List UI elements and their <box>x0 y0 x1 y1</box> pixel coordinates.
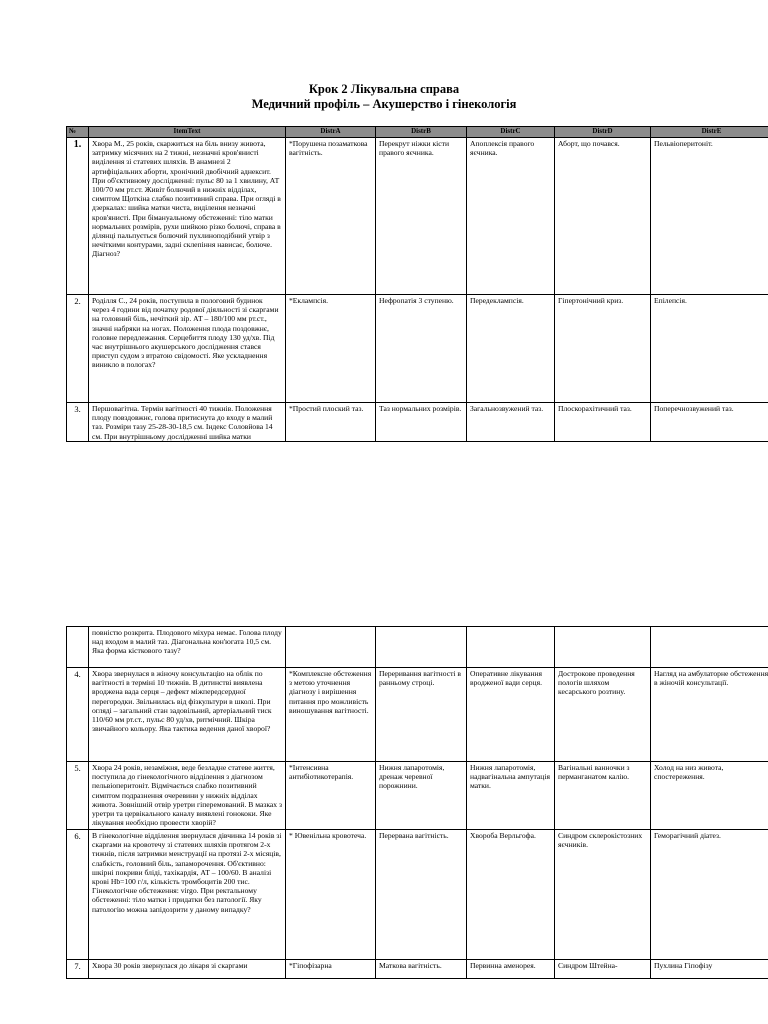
distr-d <box>555 627 651 668</box>
table-row <box>67 668 768 762</box>
table-row <box>67 295 768 403</box>
table-row <box>67 762 768 830</box>
row-number: 5. <box>67 762 89 830</box>
distr-c: Оперативне лікування вродженої вади серця. <box>467 668 555 762</box>
document-subtitle: Медичний профіль – Акушерство і гінекологія <box>251 97 517 111</box>
table-header-row <box>67 127 768 138</box>
distr-c: Первинна аменорея. <box>467 960 555 979</box>
header-item-text: ItemText <box>89 127 286 138</box>
distr-d: Аборт, що почався. <box>555 138 651 295</box>
table-row <box>67 830 768 960</box>
distr-a: *Інтенсивна антибіотикотерапія. <box>286 762 376 830</box>
distr-d: Плоскорахітичний таз. <box>555 403 651 442</box>
distr-c: Загальнозвужений таз. <box>467 403 555 442</box>
row-number: 2. <box>67 295 89 403</box>
header-distr-d: DistrD <box>555 127 651 138</box>
distr-b: Таз нормальних розмірів. <box>376 403 467 442</box>
item-text: Хвора звернулася в жіночу консультацію на облік по вагітності в терміні 10 тижнів. В дитинстві виявлена вроджена вада серця – дефект міжпередсердної перегородки. Звільнилась від фізкультури в школі. При огляді – загальний стан задовільний, артеріальний тиск 110/60 мм рт.ст., пульс 80 уд/хв, ритмічний. Шкіра звичайного кольору. Яка тактика ведення даної хворої? <box>89 668 286 762</box>
item-text: Хвора М., 25 років, скаржиться на біль внизу живота, затримку місячних на 2 тижні, незначні кров'янисті виділення зі статевих шляхів. В анамнезі 2 артифіціальних аборти, хронічний двобічний аднексит. При об'єктивному дослідженні: пульс 80 за 1 хвилину, АТ 100/70 мм рт.ст. Живіт болючий в нижніх відділах, симптом Щоткіна слабко позитивний справа. При огляді в дзеркалах: шийка матки чиста, виділення незначні кров'янисті. При бімануальному обстеженні: тіло матки нормальних розмірів, рухи шийкою різко болючі, справа в ділянці пальпується болючий пухлиноподібний утвір з нечіткими контурами, задні склепіння нависає, болюче. Діагноз? <box>89 138 286 295</box>
distr-e: Пухлина Гіпофізу <box>651 960 768 979</box>
distr-b: Перекрут ніжки кісти правого яєчника. <box>376 138 467 295</box>
distr-b: Перервана вагітність. <box>376 830 467 960</box>
distr-b: Нижня лапаротомія, дренаж черевної порожнини. <box>376 762 467 830</box>
distr-a: *Гіпофізарна <box>286 960 376 979</box>
distr-d: Дострокове проведення пологів шляхом кесарського розтину. <box>555 668 651 762</box>
row-number <box>67 627 89 668</box>
distr-a <box>286 627 376 668</box>
distr-b <box>376 627 467 668</box>
distr-b: Маткова вагітність. <box>376 960 467 979</box>
item-text: Роділля С., 24 років, поступила в пологовий будинок через 4 години від початку родової діяльності зі скаргами на головний біль, нечіткий зір. АТ – 180/100 мм рт.ст., значні набряки на ногах. Положення плода поздовжнє, головне передлежання. Серцебиття плоду 130 уд/хв. Під час внутрішнього акушерського дослідження стався приступ судом з втратою свідомості. Яке ускладнення виникло в пологах? <box>89 295 286 403</box>
questions-table-part-1 <box>66 126 768 442</box>
distr-e: Холод на низ живота, спостереження. <box>651 762 768 830</box>
document-title: Крок 2 Лікувальна справа <box>308 82 460 96</box>
distr-e: Поперечнозвужений таз. <box>651 403 768 442</box>
distr-e: Геморагічний діатез. <box>651 830 768 960</box>
table-row <box>67 627 768 668</box>
row-number: 3. <box>67 403 89 442</box>
distr-c: Хвороба Верльгофа. <box>467 830 555 960</box>
table-row <box>67 138 768 295</box>
item-text: Хвора 24 років, незаміжня, веде безладне статеве життя, поступила до гінекологічного відділення з діагнозом пельвіоперитоніт. Відмічається слабко позитивний симптом подразнення очеревини у нижніх відділах живота. Зовнішній отвір уретри гіперемований. В мазках з уретри та цервікального каналу виявлені гонококи. Яке лікування необхідно провести хворій? <box>89 762 286 830</box>
distr-c: Передеклампсія. <box>467 295 555 403</box>
distr-e: Епілепсія. <box>651 295 768 403</box>
questions-table-part-2 <box>66 626 768 979</box>
distr-c <box>467 627 555 668</box>
row-number: 7. <box>67 960 89 979</box>
distr-b: Переривання вагітності в ранньому строці. <box>376 668 467 762</box>
item-text: В гінекологічне відділення звернулася дівчинка 14 років зі скаргами на кровотечу зі статевих шляхів протягом 2-х тижнів, після затримки менструації на протязі 2-х місяців, слабкість, головний біль, запаморочення. Об'єктивно: шкірні покриви бліді, тахікардія, АТ – 100/60. В аналізі крові Hb=100 г/л, кількість тромбоцитів 200 тис. Гінекологічне обстеження: virgo. При ректальному обстеженні: тіло матки і придатки без патології. Яку патологію можна запідозрити у даному випадку? <box>89 830 286 960</box>
row-number: 1. <box>67 138 89 295</box>
table-row <box>67 403 768 442</box>
header-distr-b: DistrB <box>376 127 467 138</box>
distr-c: Апоплексія правого яєчника. <box>467 138 555 295</box>
distr-a: *Еклампсія. <box>286 295 376 403</box>
distr-c: Нижня лапаротомія, надвагінальна ампутація матки. <box>467 762 555 830</box>
distr-e <box>651 627 768 668</box>
distr-a: *Комплексне обстеження з метою уточнення діагнозу і вирішення питання про можливість виношування вагітності. <box>286 668 376 762</box>
header-distr-a: DistrA <box>286 127 376 138</box>
distr-a: * Ювенільна кровотеча. <box>286 830 376 960</box>
table-row <box>67 960 768 979</box>
distr-e: Нагляд на амбулаторне обстеження в жіночій консультації. <box>651 668 768 762</box>
item-text: повністю розкрита. Плодового міхура немає. Голова плоду над входом в малий таз. Діагональна кон'югата 10,5 см. Яка форма кісткового тазу? <box>89 627 286 668</box>
distr-e: Пельвіоперитоніт. <box>651 138 768 295</box>
distr-a: *Порушена позаматкова вагітність. <box>286 138 376 295</box>
distr-d: Синдром Штейна- <box>555 960 651 979</box>
row-number: 4. <box>67 668 89 762</box>
distr-d: Синдром склерокістозних яєчників. <box>555 830 651 960</box>
header-number: № <box>67 127 89 138</box>
item-text: Першовагітна. Термін вагітності 40 тижнів. Положення плоду повздовжнє, голова притиснута до входу в малий таз. Розміри тазу 25-28-30-18,5 см. Індекс Соловйова 14 см. При внутрішньому дослідженні шийка матки <box>89 403 286 442</box>
header-distr-e: DistrE <box>651 127 768 138</box>
distr-b: Нефропатія 3 ступеню. <box>376 295 467 403</box>
item-text: Хвора 30 років звернулася до лікаря зі скаргами <box>89 960 286 979</box>
row-number: 6. <box>67 830 89 960</box>
distr-a: *Простий плоский таз. <box>286 403 376 442</box>
distr-d: Гіпертонічний криз. <box>555 295 651 403</box>
header-distr-c: DistrC <box>467 127 555 138</box>
distr-d: Вагінальні ванночки з перманганатом калію. <box>555 762 651 830</box>
